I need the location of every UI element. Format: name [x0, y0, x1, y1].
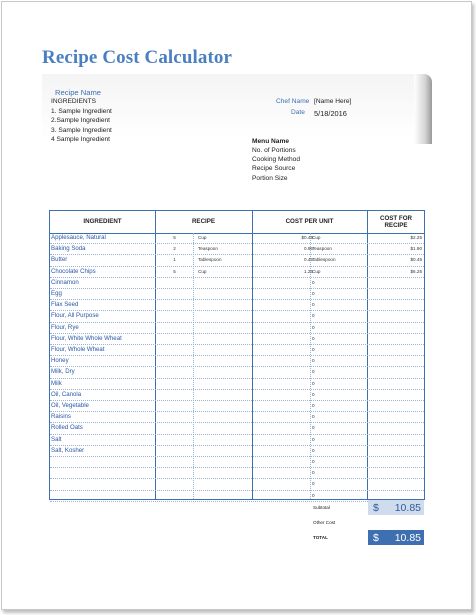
recipe-unit-cell[interactable]: [198, 446, 250, 456]
table-row: [50, 244, 424, 255]
unit-cost-cell[interactable]: [260, 457, 315, 467]
recipe-qty-cell[interactable]: [158, 323, 191, 333]
ingredient-name-cell[interactable]: Cinnamon: [51, 278, 79, 286]
recipe-qty-cell[interactable]: 1: [173, 257, 176, 263]
cost-unit-cell[interactable]: 0: [312, 302, 315, 308]
recipe-unit-cell[interactable]: [198, 289, 250, 299]
recipe-unit-cell[interactable]: [198, 435, 250, 445]
recipe-cost-cell[interactable]: [368, 278, 424, 288]
recipe-qty-cell[interactable]: [158, 278, 191, 288]
ingredient-name-cell[interactable]: Egg: [51, 290, 62, 297]
col-header-cost-per-unit: COST PER UNIT: [285, 218, 334, 226]
document-title: Recipe Cost Calculator: [42, 47, 233, 68]
recipe-unit-cell[interactable]: [198, 401, 250, 411]
ingredient-name-cell[interactable]: Salt, Kosher: [51, 446, 85, 454]
table-row: [50, 423, 424, 434]
unit-cost-cell[interactable]: [260, 491, 315, 501]
ingredient-name-cell[interactable]: Flour, Whole Wheat: [51, 346, 105, 353]
ingredient-name-cell[interactable]: Flour, White Whole Wheat: [51, 334, 122, 342]
recipe-cost-cell[interactable]: $1.90: [410, 246, 422, 252]
table-row: [50, 289, 424, 300]
ingredient-name-cell[interactable]: Rolled Oats: [51, 424, 83, 432]
col-header-cost-for-recipe: COST FOR RECIPE: [380, 214, 412, 229]
recipe-qty-cell[interactable]: [158, 457, 191, 467]
cost-unit-cell[interactable]: Tablespoon: [312, 257, 336, 263]
table-row: [50, 323, 424, 334]
unit-cost-cell[interactable]: [260, 345, 315, 355]
recipe-cost-cell[interactable]: [368, 289, 424, 299]
unit-cost-cell[interactable]: [260, 401, 315, 411]
subtotal-currency: $: [373, 501, 379, 514]
ingredient-name-cell[interactable]: Honey: [51, 357, 69, 365]
cost-unit-cell[interactable]: 0: [312, 369, 315, 375]
ingredient-name-cell[interactable]: Milk: [51, 379, 62, 387]
table-row: [50, 379, 424, 390]
recipe-qty-cell[interactable]: [158, 401, 191, 411]
recipe-unit-cell[interactable]: [198, 345, 250, 355]
cost-unit-cell[interactable]: Teaspoon: [312, 246, 332, 252]
table-row: [50, 435, 424, 446]
recipe-cost-cell[interactable]: [368, 323, 424, 333]
cost-unit-cell[interactable]: 0: [312, 291, 315, 296]
recipe-unit-cell[interactable]: [198, 311, 250, 321]
table-row: [50, 345, 424, 356]
ingredient-name-cell[interactable]: [51, 457, 155, 467]
recipe-unit-cell[interactable]: Cup: [198, 268, 207, 274]
recipe-cost-cell[interactable]: [368, 435, 424, 445]
sample-ingredient-4: 4 Sample Ingredient: [51, 136, 111, 143]
recipe-unit-cell[interactable]: [198, 356, 250, 366]
recipe-cost-cell[interactable]: [368, 468, 424, 478]
subtotal-value: 10.85: [394, 501, 421, 514]
recipe-qty-cell[interactable]: [158, 390, 191, 400]
recipe-cost-cell[interactable]: [368, 479, 424, 489]
recipe-unit-cell[interactable]: Tablespoon: [198, 257, 222, 263]
page-curl-decoration: [414, 74, 432, 144]
cooking-method-label: Cooking Method: [252, 156, 301, 163]
ingredient-name-cell[interactable]: Milk, Dry: [51, 368, 75, 376]
sample-ingredient-3: 3. Sample Ingredient: [51, 127, 112, 134]
recipe-unit-cell[interactable]: [198, 367, 250, 377]
ingredient-name-cell[interactable]: Oil, Vegetable: [51, 402, 89, 409]
recipe-qty-cell[interactable]: [158, 300, 191, 310]
recipe-unit-cell[interactable]: [198, 423, 250, 433]
total-value: 10.85: [394, 531, 421, 544]
cost-unit-cell[interactable]: 0: [312, 380, 315, 386]
recipe-unit-cell[interactable]: [198, 278, 250, 288]
ingredient-name-cell[interactable]: Butter: [51, 256, 68, 264]
recipe-unit-cell[interactable]: [198, 334, 250, 344]
table-row: [50, 267, 424, 278]
recipe-cost-cell[interactable]: $2.25: [410, 235, 422, 240]
table-row: [50, 356, 424, 367]
recipe-cost-cell[interactable]: [368, 345, 424, 355]
menu-name-label: Menu Name: [252, 138, 290, 145]
sample-ingredient-2: 2.Sample Ingredient: [51, 117, 111, 124]
sample-ingredient-1: 1. Sample Ingredient: [51, 108, 112, 115]
unit-cost-cell[interactable]: [260, 334, 315, 344]
chef-name-label: Chef Name: [276, 98, 310, 105]
ingredient-name-cell[interactable]: [51, 468, 155, 478]
unit-cost-cell[interactable]: [260, 390, 315, 400]
ingredient-name-cell[interactable]: Oil, Canola: [51, 390, 82, 398]
col-header-ingredient: INGREDIENT: [83, 218, 122, 226]
cost-unit-cell[interactable]: 0: [312, 459, 315, 464]
recipe-unit-cell[interactable]: [198, 300, 250, 310]
recipe-qty-cell[interactable]: 5: [173, 268, 176, 274]
ingredient-name-cell[interactable]: Chocolate Chips: [51, 267, 96, 275]
cost-unit-cell[interactable]: 0: [312, 324, 315, 330]
other-cost-field[interactable]: [368, 517, 424, 529]
table-row: [50, 479, 424, 490]
table-row: [50, 311, 424, 322]
recipe-cost-cell[interactable]: [368, 356, 424, 366]
unit-cost-cell[interactable]: [260, 468, 315, 478]
unit-cost-cell[interactable]: [260, 412, 315, 422]
recipe-source-label: Recipe Source: [252, 165, 296, 172]
total-currency: $: [373, 531, 379, 544]
recipe-unit-cell[interactable]: [198, 390, 250, 400]
recipe-qty-cell[interactable]: [158, 446, 191, 456]
subtotal-label: Subtotal: [313, 505, 330, 510]
recipe-unit-cell[interactable]: [198, 457, 250, 467]
table-row: [50, 233, 424, 244]
ingredient-cost-table: [49, 210, 425, 500]
recipe-qty-cell[interactable]: [158, 479, 191, 489]
ingredient-name-cell[interactable]: [51, 479, 155, 489]
unit-cost-cell[interactable]: [260, 356, 315, 366]
unit-cost-cell[interactable]: [260, 379, 315, 389]
recipe-qty-cell[interactable]: 2: [173, 246, 176, 252]
table-row: [50, 401, 424, 412]
recipe-cost-cell[interactable]: [368, 446, 424, 456]
unit-cost-cell[interactable]: 0.95: [304, 246, 313, 252]
table-row: [50, 334, 424, 345]
cost-unit-cell[interactable]: 0: [312, 403, 315, 408]
cost-unit-cell[interactable]: 0: [312, 425, 315, 431]
ingredients-label: INGREDIENTS: [51, 98, 97, 105]
recipe-cost-cell[interactable]: [368, 300, 424, 310]
recipe-qty-cell[interactable]: [158, 289, 191, 299]
cost-unit-cell[interactable]: 0: [312, 447, 315, 453]
recipe-unit-cell[interactable]: [198, 479, 250, 489]
subtotal-value-box: [368, 500, 424, 515]
ingredient-name-cell[interactable]: Flax Seed: [51, 301, 79, 309]
recipe-cost-cell[interactable]: [368, 367, 424, 377]
recipe-cost-cell[interactable]: $0.45: [410, 257, 422, 263]
ingredient-name-cell[interactable]: Salt: [51, 435, 62, 443]
unit-cost-cell[interactable]: [260, 323, 315, 333]
unit-cost-cell[interactable]: [260, 278, 315, 288]
unit-cost-cell[interactable]: [260, 289, 315, 299]
cost-unit-cell[interactable]: 0: [312, 279, 315, 285]
cost-unit-cell[interactable]: 0: [312, 391, 315, 397]
chef-name-value: [Name Here]: [314, 98, 352, 105]
recipe-unit-cell[interactable]: [198, 412, 250, 422]
recipe-qty-cell[interactable]: [158, 334, 191, 344]
date-value: 5/18/2016: [314, 109, 347, 118]
recipe-cost-cell[interactable]: [368, 311, 424, 321]
table-row: [50, 468, 424, 479]
unit-cost-cell[interactable]: 1.25: [304, 268, 313, 274]
table-row: [50, 278, 424, 289]
recipe-qty-cell[interactable]: [158, 356, 191, 366]
unit-cost-cell[interactable]: [260, 446, 315, 456]
table-row: [50, 255, 424, 266]
recipe-qty-cell[interactable]: [158, 423, 191, 433]
recipe-cost-cell[interactable]: [368, 401, 424, 411]
table-row: [50, 457, 424, 468]
unit-cost-cell[interactable]: $0.45: [301, 235, 313, 240]
cost-unit-cell[interactable]: 0: [312, 335, 315, 341]
cost-unit-cell[interactable]: 0: [312, 313, 315, 319]
cost-unit-cell[interactable]: 0: [312, 492, 315, 498]
recipe-unit-cell[interactable]: Cup: [198, 235, 207, 240]
portion-size-label: Portion Size: [252, 175, 288, 182]
cost-unit-cell[interactable]: 0: [312, 436, 315, 442]
recipe-qty-cell[interactable]: [158, 468, 191, 478]
cost-unit-cell[interactable]: 0: [312, 414, 315, 420]
cost-unit-cell[interactable]: 0: [312, 470, 315, 476]
recipe-cost-cell[interactable]: [368, 423, 424, 433]
recipe-qty-cell[interactable]: [158, 379, 191, 389]
ingredient-name-cell[interactable]: Raisins: [51, 413, 71, 421]
ingredient-name-cell[interactable]: Applesauce, Natural: [51, 234, 106, 241]
recipe-qty-cell[interactable]: 5: [173, 235, 176, 240]
cost-unit-cell[interactable]: Cup: [312, 235, 321, 240]
table-row: [50, 390, 424, 401]
cost-unit-cell[interactable]: 0: [312, 347, 315, 352]
recipe-cost-cell[interactable]: [368, 412, 424, 422]
recipe-cost-cell[interactable]: $6.25: [410, 268, 422, 274]
col-header-recipe: RECIPE: [191, 218, 216, 226]
ingredient-name-cell[interactable]: Flour, All Purpose: [51, 312, 99, 320]
table-row: [50, 367, 424, 378]
unit-cost-cell[interactable]: [260, 423, 315, 433]
unit-cost-cell[interactable]: [260, 300, 315, 310]
recipe-qty-cell[interactable]: [158, 311, 191, 321]
date-label: Date: [291, 109, 305, 116]
table-row: [50, 412, 424, 423]
portions-label: No. of Portions: [252, 147, 296, 154]
recipe-unit-cell[interactable]: [198, 379, 250, 389]
recipe-cost-cell[interactable]: [368, 379, 424, 389]
recipe-unit-cell[interactable]: [198, 323, 250, 333]
recipe-cost-cell[interactable]: [368, 390, 424, 400]
recipe-qty-cell[interactable]: [158, 435, 191, 445]
unit-cost-cell[interactable]: [260, 479, 315, 489]
ingredient-name-cell[interactable]: [51, 491, 155, 501]
unit-cost-cell[interactable]: [260, 435, 315, 445]
recipe-name-label: Recipe Name: [55, 88, 102, 97]
recipe-cost-cell[interactable]: [368, 334, 424, 344]
ingredient-name-cell[interactable]: Flour, Rye: [51, 323, 79, 331]
unit-cost-cell[interactable]: [260, 367, 315, 377]
cost-unit-cell[interactable]: 0: [312, 481, 315, 487]
recipe-qty-cell[interactable]: [158, 412, 191, 422]
recipe-unit-cell[interactable]: [198, 468, 250, 478]
ingredient-name-cell[interactable]: Baking Soda: [51, 245, 86, 253]
recipe-unit-cell[interactable]: [198, 491, 250, 501]
unit-cost-cell[interactable]: 0.45: [304, 257, 313, 263]
recipe-qty-cell[interactable]: [158, 367, 191, 377]
cost-unit-cell[interactable]: Cup: [312, 268, 321, 274]
table-row: [50, 446, 424, 457]
table-row: [50, 300, 424, 311]
unit-cost-cell[interactable]: [260, 311, 315, 321]
total-value-box: [368, 530, 424, 545]
recipe-unit-cell[interactable]: Teaspoon: [198, 246, 218, 252]
recipe-qty-cell[interactable]: [158, 491, 191, 501]
recipe-qty-cell[interactable]: [158, 345, 191, 355]
other-cost-label: Other Cost: [313, 520, 336, 525]
cost-unit-cell[interactable]: 0: [312, 358, 315, 364]
recipe-cost-cell[interactable]: [368, 457, 424, 467]
total-label: TOTAL: [313, 535, 328, 540]
